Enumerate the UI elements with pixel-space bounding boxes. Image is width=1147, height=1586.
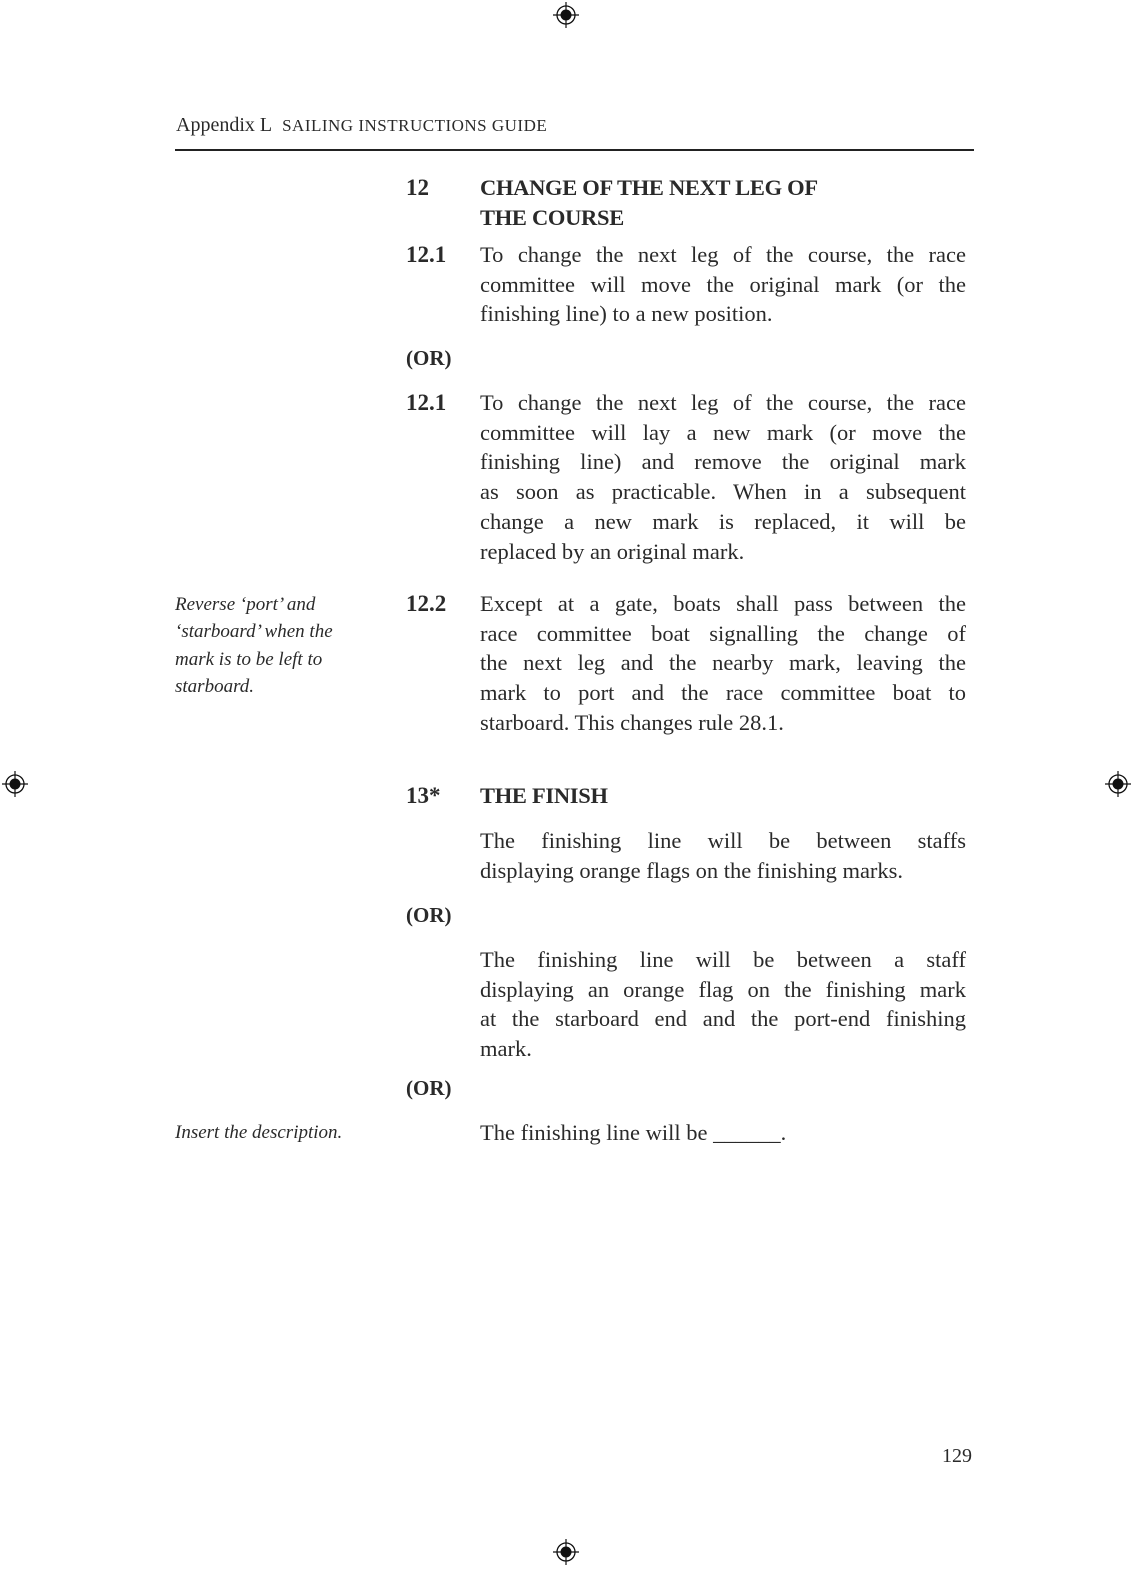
registration-mark-icon bbox=[552, 1, 580, 29]
heading-line: THE COURSE bbox=[480, 205, 624, 230]
section-number: 13* bbox=[406, 783, 441, 808]
note-line: ‘starboard’ when the bbox=[175, 621, 333, 643]
text-line: at the starboard end and the port-end finishing bbox=[480, 1006, 966, 1032]
text-line: replaced by an original mark. bbox=[480, 538, 745, 564]
or-label: (OR) bbox=[406, 1076, 452, 1100]
header-rule bbox=[175, 149, 974, 151]
text-line: as soon as practicable. When in a subsequent bbox=[480, 479, 966, 505]
text-line: Except at a gate, boats shall pass between the bbox=[480, 591, 966, 616]
note-line: starboard. bbox=[175, 675, 255, 697]
header-title: SAILING INSTRUCTIONS GUIDE bbox=[282, 116, 548, 135]
clause-text: The finishing line will be ______. bbox=[480, 1120, 787, 1145]
text-line: committee will move the original mark (or the bbox=[480, 271, 966, 297]
text-line: displaying an orange flag on the finishing mark bbox=[480, 976, 966, 1002]
section-heading: THE FINISH bbox=[480, 783, 608, 808]
text-line: To change the next leg of the course, the race bbox=[480, 390, 966, 415]
registration-mark-icon bbox=[1104, 770, 1132, 798]
page-number: 129 bbox=[942, 1445, 972, 1467]
text-line: displaying orange flags on the finishing marks. bbox=[480, 857, 904, 883]
note-line: Reverse ‘port’ and bbox=[175, 594, 316, 615]
text-line: finishing line) and remove the original mark bbox=[480, 449, 966, 475]
clause-text bbox=[480, 589, 966, 738]
margin-note bbox=[175, 591, 375, 700]
note-line: mark is to be left to bbox=[175, 648, 323, 670]
clause-number: 12.1 bbox=[406, 242, 447, 267]
section-number: 12 bbox=[406, 175, 429, 200]
text-line: The finishing line will be between staffs bbox=[480, 828, 966, 853]
registration-mark-icon bbox=[1, 770, 29, 798]
or-label: (OR) bbox=[406, 346, 452, 370]
text-line: change a new mark is replaced, it will be bbox=[480, 508, 966, 534]
text-line: race committee boat signalling the change of bbox=[480, 620, 966, 646]
clause-text bbox=[480, 945, 966, 1064]
or-label: (OR) bbox=[406, 903, 452, 927]
clause-number: 12.1 bbox=[406, 390, 447, 415]
text-line: starboard. This changes rule 28.1. bbox=[480, 709, 784, 735]
running-header bbox=[176, 114, 547, 137]
clause-number: 12.2 bbox=[406, 591, 447, 616]
text-line: committee will lay a new mark (or move the bbox=[480, 419, 966, 445]
clause-text bbox=[480, 388, 966, 566]
text-line: mark. bbox=[480, 1036, 532, 1062]
margin-note: Insert the description. bbox=[175, 1122, 343, 1143]
heading-line: CHANGE OF THE NEXT LEG OF bbox=[480, 175, 818, 200]
registration-mark-icon bbox=[552, 1538, 580, 1566]
section-heading bbox=[480, 173, 818, 233]
text-line: the next leg and the nearby mark, leaving the bbox=[480, 650, 966, 676]
text-line: To change the next leg of the course, the race bbox=[480, 242, 966, 267]
header-appendix: Appendix L bbox=[176, 114, 273, 136]
text-line: The finishing line will be between a staff bbox=[480, 947, 966, 972]
clause-text bbox=[480, 240, 966, 329]
text-line: finishing line) to a new position. bbox=[480, 301, 773, 327]
text-line: mark to port and the race committee boat to bbox=[480, 680, 966, 706]
clause-text bbox=[480, 826, 966, 885]
